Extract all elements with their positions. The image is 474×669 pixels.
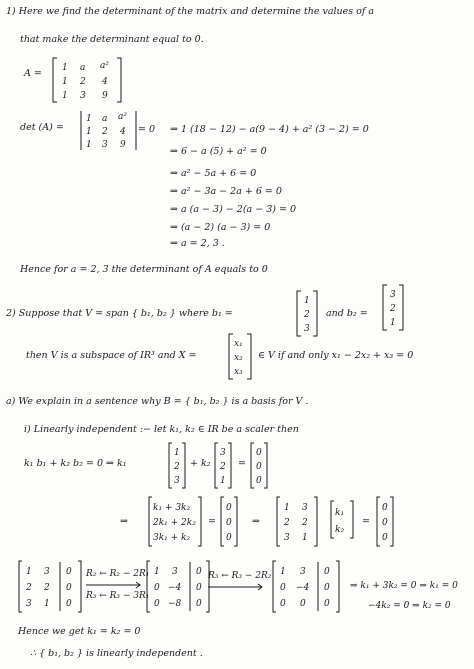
matrix-cell: 1 bbox=[86, 114, 92, 124]
vector-entry: k₁ bbox=[335, 508, 345, 518]
matrix-cell: 1 bbox=[62, 91, 68, 101]
zero-vector bbox=[220, 496, 240, 548]
row-operation-label: R₂ ← R₂ − 2R₁ bbox=[86, 569, 150, 579]
row-operation-label: R₃ ← R₃ − 3R₁ bbox=[86, 591, 150, 601]
matrix-cell: 3 bbox=[284, 533, 290, 543]
right-bracket bbox=[78, 561, 81, 612]
vector-entry: 3 bbox=[304, 324, 310, 334]
implies-arrow: ⇒ bbox=[252, 516, 260, 527]
vector-entry: x₂ bbox=[234, 353, 243, 363]
matrix-cell: a² bbox=[100, 61, 109, 71]
step-line: ⇒ (a − 2) (a − 3) = 0 bbox=[170, 222, 271, 233]
matrix-cell: 1 bbox=[154, 567, 160, 577]
augmented-matrix-1 bbox=[18, 560, 84, 614]
right-bracket bbox=[399, 285, 403, 330]
matrix-cell: a bbox=[102, 114, 108, 124]
zero-vector bbox=[250, 442, 270, 490]
arrow-path bbox=[208, 584, 262, 590]
vector-entry: 1 bbox=[390, 318, 396, 328]
vector-entry: 2k₁ + 2k₂ bbox=[153, 518, 196, 528]
matrix-cell: −4 bbox=[168, 583, 182, 593]
matrix-cell: 0 bbox=[154, 583, 160, 593]
matrix-a-cells bbox=[62, 61, 109, 101]
vector-entry: 3k₁ + k₂ bbox=[153, 533, 191, 543]
zero-vector bbox=[376, 496, 396, 548]
vector-entry: x₃ bbox=[234, 367, 243, 377]
coefficient-matrix bbox=[276, 496, 320, 548]
matrix-cell: 3 bbox=[102, 140, 108, 150]
equals-sign: = bbox=[238, 458, 246, 469]
right-bracket bbox=[350, 501, 353, 538]
vector-entry: 0 bbox=[382, 518, 388, 528]
right-bracket bbox=[336, 561, 339, 612]
left-bracket bbox=[19, 561, 22, 612]
part-a-heading: a) We explain in a sentence why B = { b₁, b₂ } is a basis for V . bbox=[6, 396, 309, 407]
vector-entry: 1 bbox=[174, 448, 180, 458]
vector-entry: 0 bbox=[256, 462, 262, 472]
left-bracket bbox=[383, 285, 387, 330]
left-bracket bbox=[147, 561, 150, 612]
hence-statement: Hence we get k₁ = k₂ = 0 bbox=[18, 626, 141, 637]
right-bracket bbox=[228, 443, 231, 488]
augmented-matrix-3 bbox=[272, 560, 342, 614]
right-bracket bbox=[117, 58, 121, 102]
matrix-cell: 0 bbox=[324, 599, 330, 609]
problem2-suppose: 2) Suppose that V = span { b₁, b₂ } where b₁ = bbox=[6, 308, 233, 319]
matrix-cell: 0 bbox=[300, 599, 306, 609]
step-line: ⇒ a (a − 3) − 2(a − 3) = 0 bbox=[170, 204, 296, 215]
matrix-cell: 0 bbox=[196, 583, 202, 593]
problem1-intro-line1: 1) Here we find the determinant of the matrix and determine the values of a bbox=[6, 6, 375, 17]
matrix-cell: 0 bbox=[324, 567, 330, 577]
therefore-statement: ∴ { b₁, b₂ } is linearly independent . bbox=[30, 648, 203, 659]
matrix-cell: 2 bbox=[80, 77, 86, 87]
problem1-conclusion: Hence for a = 2, 3 the determinant of A equals to 0 bbox=[20, 264, 268, 275]
left-bracket bbox=[221, 497, 224, 546]
matrix-cell: 0 bbox=[154, 599, 160, 609]
left-bracket bbox=[53, 58, 57, 102]
solution-line: −4k₂ = 0 ⇒ k₂ = 0 bbox=[368, 601, 451, 611]
left-bracket bbox=[215, 443, 218, 488]
matrix-cell: 0 bbox=[280, 599, 286, 609]
vector-entry: 3 bbox=[390, 290, 396, 300]
left-bracket bbox=[273, 561, 276, 612]
matrix-cell: 2 bbox=[26, 583, 32, 593]
row-reduce-arrow-icon bbox=[86, 582, 142, 588]
membership-condition: ∈ V if and only x₁ − 2x₂ + x₃ = 0 bbox=[258, 350, 414, 361]
left-bracket bbox=[251, 443, 254, 488]
augmented-matrix-2 bbox=[146, 560, 212, 614]
matrix-cell: 1 bbox=[44, 599, 50, 609]
right-bracket bbox=[247, 334, 251, 379]
left-bracket bbox=[149, 497, 152, 546]
row-operation-label: R₃ ← R₃ − 2R₂ bbox=[208, 571, 272, 581]
matrix-cell: 0 bbox=[66, 567, 72, 577]
subspace-statement: then V is a subspace of IR³ and X = bbox=[26, 350, 197, 361]
vector-b1-inline bbox=[168, 442, 188, 490]
step-line: ⇒ a² − 5a + 6 = 0 bbox=[170, 168, 257, 179]
right-bracket bbox=[234, 497, 237, 546]
matrix-cell: 1 bbox=[26, 567, 32, 577]
vector-entry: 0 bbox=[226, 503, 232, 513]
left-bracket bbox=[297, 291, 301, 336]
vector-entry: 0 bbox=[382, 533, 388, 543]
right-bracket bbox=[264, 443, 267, 488]
right-bracket bbox=[313, 291, 317, 336]
left-bracket bbox=[229, 334, 233, 379]
vector-entry: 0 bbox=[256, 448, 262, 458]
matrix-cell: −4 bbox=[296, 583, 310, 593]
matrix-a bbox=[52, 56, 132, 106]
matrix-cell: 2 bbox=[284, 518, 290, 528]
problem1-intro-line2: that make the determinant equal to 0. bbox=[20, 34, 204, 45]
arrow-path bbox=[86, 582, 140, 588]
matrix-cell: 9 bbox=[120, 140, 126, 150]
vector-entry: 2 bbox=[304, 310, 310, 320]
left-bracket bbox=[169, 443, 172, 488]
matrix-cell: 0 bbox=[280, 583, 286, 593]
vector-entry: 1 bbox=[304, 296, 310, 306]
matrix-cell: 1 bbox=[302, 533, 308, 543]
plus-k2: + k₂ bbox=[190, 458, 211, 469]
matrix-cell: 2 bbox=[102, 127, 108, 137]
vector-b2-inline bbox=[214, 442, 234, 490]
linear-combination: k₁ b₁ + k₂ b₂ = 0 ⇒ k₁ bbox=[24, 458, 127, 469]
combined-vector bbox=[148, 496, 204, 548]
matrix-cell: 0 bbox=[196, 599, 202, 609]
matrix-cell: a² bbox=[118, 112, 127, 122]
matrix-cell: 3 bbox=[26, 599, 32, 609]
equals-sign: = bbox=[362, 516, 370, 527]
matrix-cell: 3 bbox=[300, 567, 306, 577]
det-equals-zero: = 0 bbox=[138, 124, 156, 135]
left-bracket bbox=[331, 501, 334, 538]
solution-line: ⇒ k₁ + 3k₂ = 0 ⇒ k₁ = 0 bbox=[350, 581, 458, 591]
matrix-cell: 9 bbox=[102, 91, 108, 101]
vector-entry: 3 bbox=[174, 476, 180, 486]
matrix-cell: 1 bbox=[86, 127, 92, 137]
row-reduce-arrow-icon bbox=[208, 584, 264, 590]
matrix-cell: 3 bbox=[44, 567, 50, 577]
vector-entry: 2 bbox=[220, 462, 226, 472]
step-line: ⇒ 6 − a (5) + a² = 0 bbox=[170, 146, 267, 157]
matrix-cell: 1 bbox=[62, 63, 68, 73]
vector-entry: 2 bbox=[390, 304, 396, 314]
and-b2-label: and b₂ = bbox=[326, 308, 368, 319]
vector-entry: 2 bbox=[174, 462, 180, 472]
k-vector bbox=[330, 500, 356, 540]
vector-entry: k₁ + 3k₂ bbox=[153, 503, 191, 513]
matrix-cell: 1 bbox=[62, 77, 68, 87]
vector-entry: 0 bbox=[226, 533, 232, 543]
matrix-cell: 2 bbox=[302, 518, 308, 528]
matrix-cell: 0 bbox=[196, 567, 202, 577]
right-bracket bbox=[390, 497, 393, 546]
vector-b1 bbox=[296, 290, 320, 338]
matrix-cell: 1 bbox=[86, 140, 92, 150]
right-bracket bbox=[182, 443, 185, 488]
vector-entry: 0 bbox=[256, 476, 262, 486]
matrix-cell: 0 bbox=[66, 599, 72, 609]
left-bracket bbox=[377, 497, 380, 546]
vector-entry: k₂ bbox=[335, 525, 345, 535]
matrix-cell: 3 bbox=[172, 567, 178, 577]
matrix-cell: 4 bbox=[102, 77, 108, 87]
step-line: ⇒ 1 (18 − 12) − a(9 − 4) + a² (3 − 2) = 0 bbox=[170, 124, 369, 135]
vector-x bbox=[228, 333, 254, 381]
matrix-cell: 3 bbox=[80, 91, 86, 101]
implies-arrow: ⇒ bbox=[120, 516, 128, 527]
vector-b2 bbox=[382, 284, 406, 332]
matrix-cell: −8 bbox=[168, 599, 182, 609]
left-bracket bbox=[277, 497, 280, 546]
matrix-cell: 0 bbox=[66, 583, 72, 593]
matrix-cell: 2 bbox=[44, 583, 50, 593]
vector-entry: 1 bbox=[220, 476, 226, 486]
vector-entry: x₁ bbox=[234, 339, 243, 349]
matrix-cell: 0 bbox=[324, 583, 330, 593]
matrix-cell: 1 bbox=[284, 503, 290, 513]
step-line: ⇒ a² − 3a − 2a + 6 = 0 bbox=[170, 186, 282, 197]
vector-entry: 0 bbox=[382, 503, 388, 513]
matrix-cell: 4 bbox=[120, 127, 126, 137]
part-i-heading: i) Linearly independent :− let k₁, k₂ ∈ IR be a scaler then bbox=[24, 424, 299, 435]
vector-entry: 3 bbox=[220, 448, 226, 458]
equals-sign: = bbox=[208, 516, 216, 527]
matrix-cell: 3 bbox=[302, 503, 308, 513]
right-bracket bbox=[198, 497, 201, 546]
right-bracket bbox=[314, 497, 317, 546]
matrix-cell: a bbox=[80, 63, 86, 73]
det-label: det (A) = bbox=[20, 122, 64, 133]
matrix-a-label: A = bbox=[24, 68, 42, 79]
step-line: ⇒ a = 2, 3 . bbox=[170, 238, 225, 249]
vector-entry: 0 bbox=[226, 518, 232, 528]
matrix-cell: 1 bbox=[280, 567, 286, 577]
